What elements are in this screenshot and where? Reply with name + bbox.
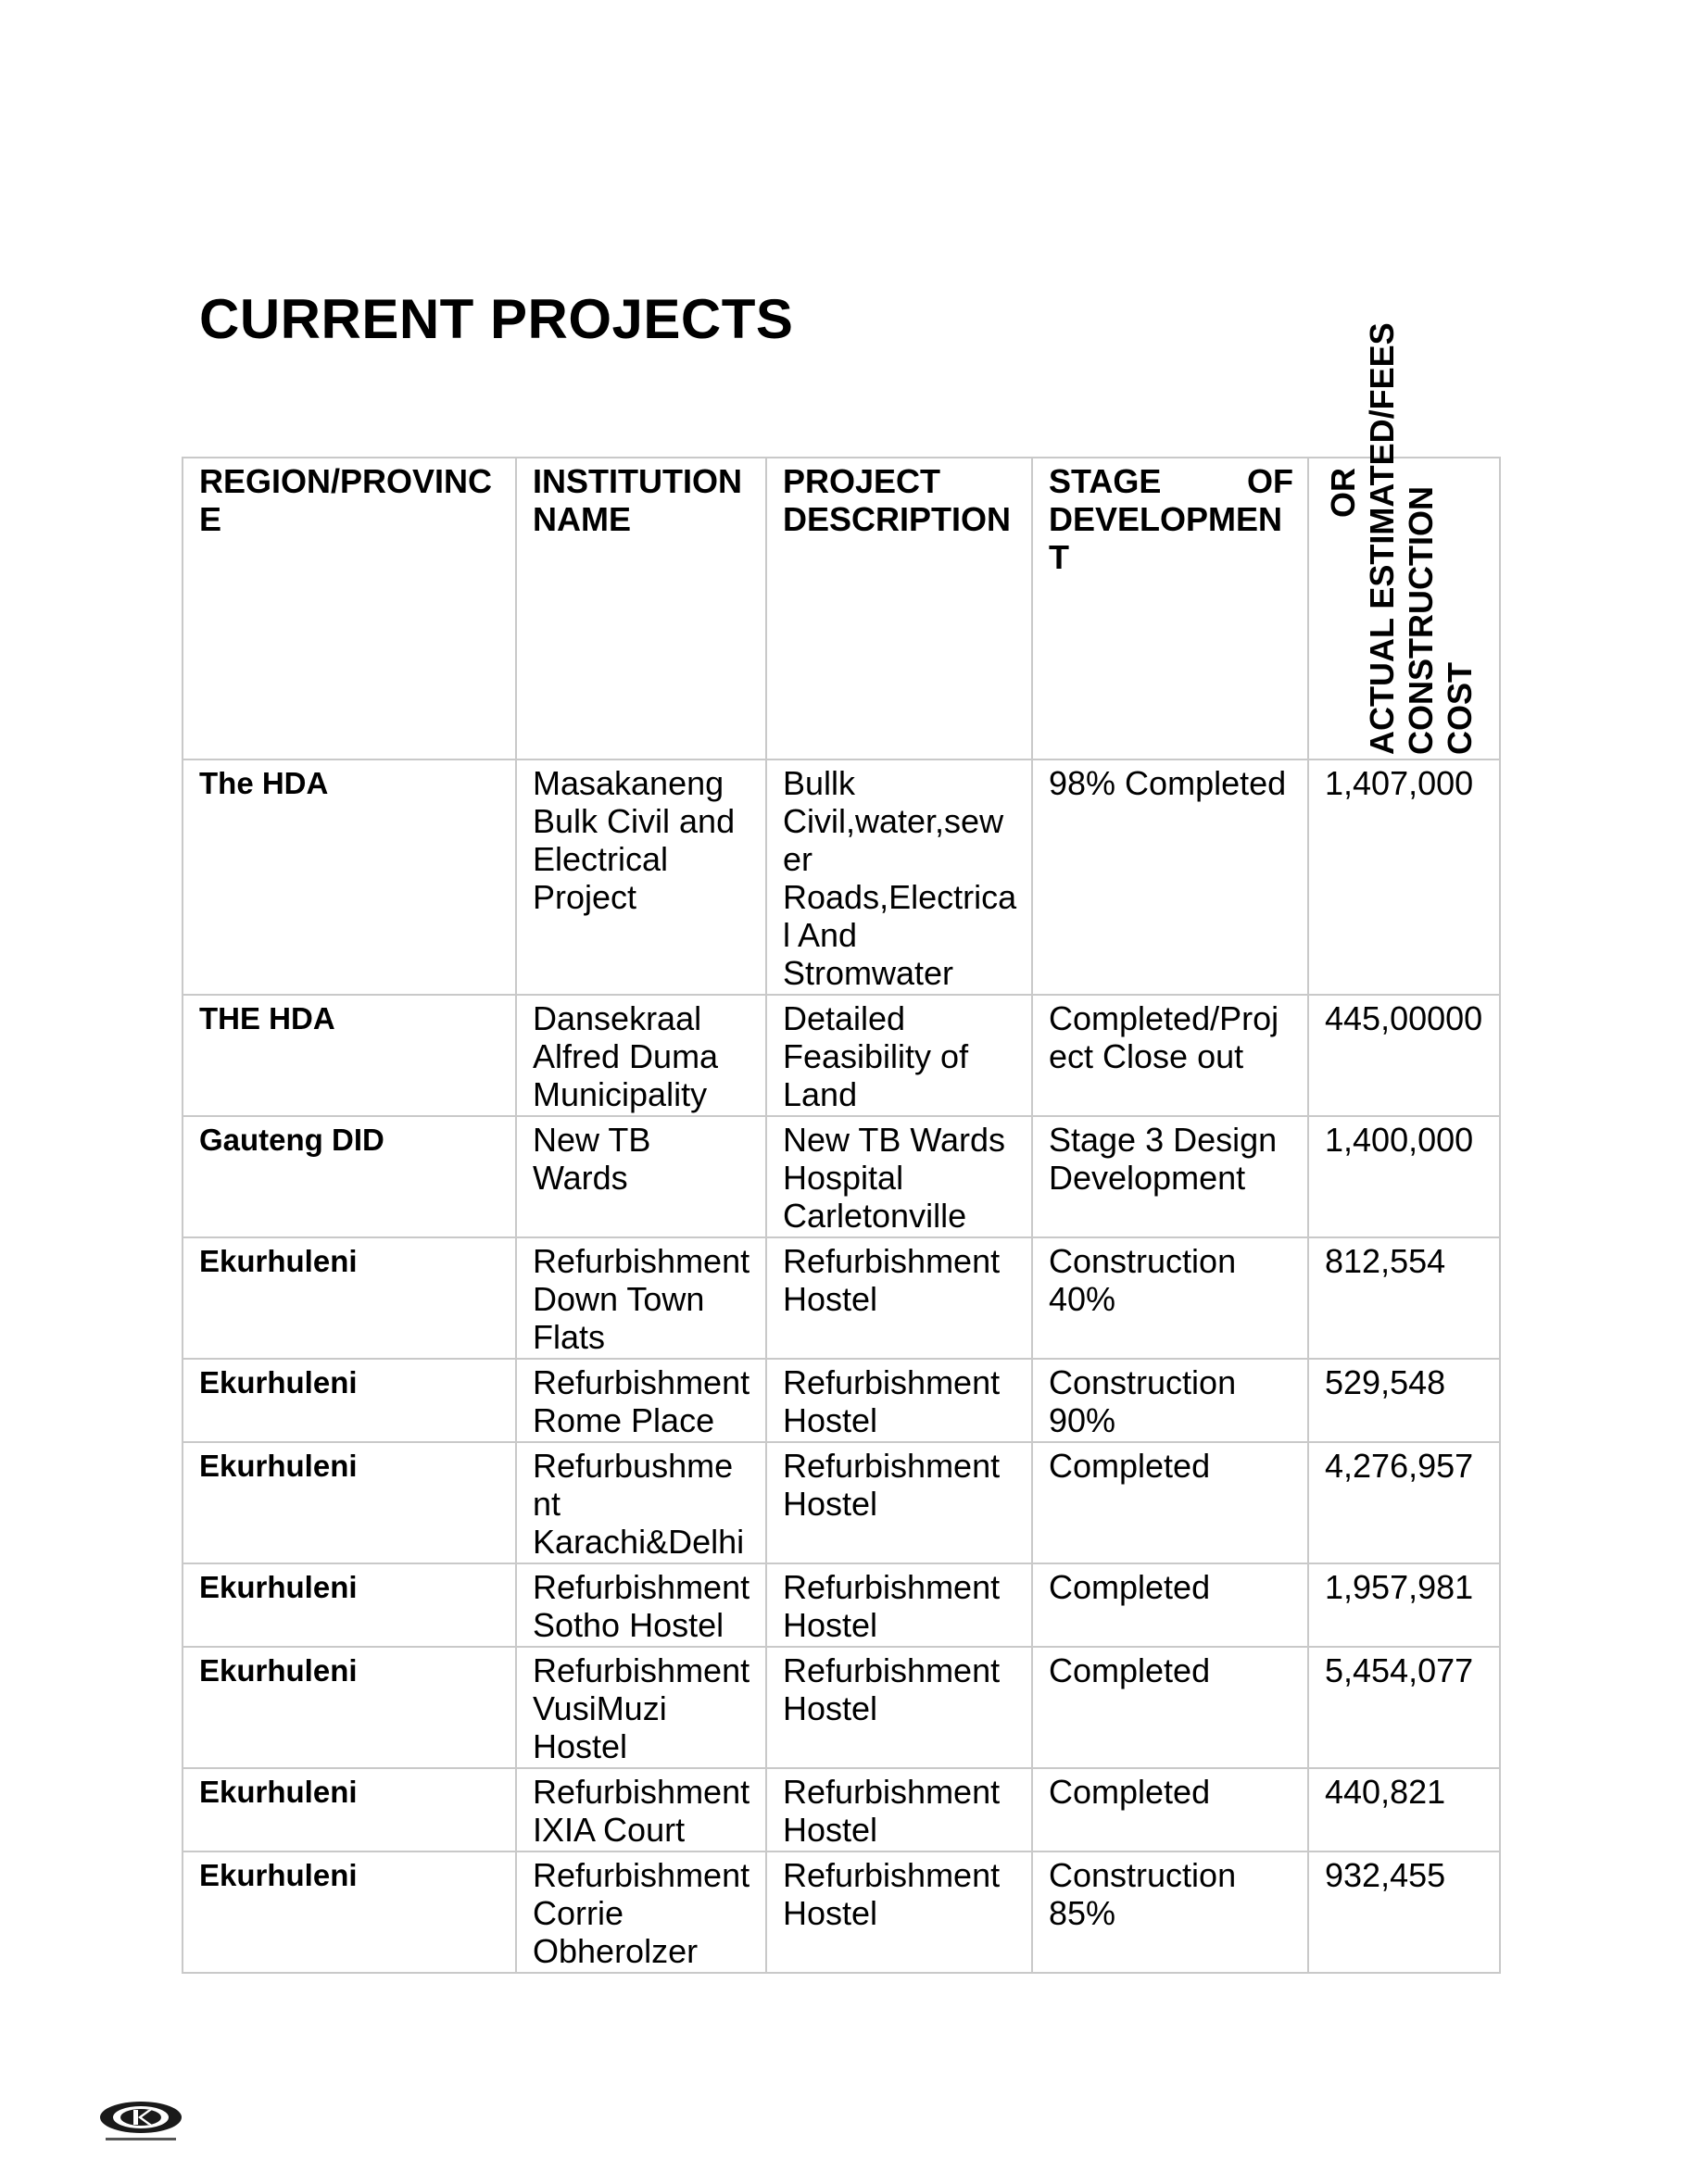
cell-stage: Stage 3 Design Development [1032, 1116, 1308, 1237]
cell-institution: Refurbishment Sotho Hostel [516, 1563, 766, 1647]
cell-description: New TB Wards Hospital Carletonville [766, 1116, 1032, 1237]
table-row [183, 1563, 1500, 1647]
header-cost [1308, 322, 1500, 759]
cell-cost: 812,554 [1308, 1237, 1500, 1359]
cell-cost: 445,00000 [1308, 995, 1500, 1116]
cell-description: Refurbishment Hostel [766, 1768, 1032, 1851]
table-row [183, 759, 1500, 995]
cell-cost: 4,276,957 [1308, 1442, 1500, 1563]
cell-institution: Masakaneng Bulk Civil and Electrical Project [516, 759, 766, 995]
cell-description: Refurbishment Hostel [766, 1563, 1032, 1647]
table-row [183, 1359, 1500, 1442]
cell-institution: Refurbishment Rome Place [516, 1359, 766, 1442]
projects-table [182, 322, 1501, 1974]
table-row [183, 1768, 1500, 1851]
cell-region: THE HDA [183, 995, 516, 1116]
koco-logo-icon [96, 2095, 189, 2151]
header-cost-line: COST [1441, 661, 1479, 755]
cell-institution: Refurbishment Down Town Flats [516, 1237, 766, 1359]
cell-institution: Dansekraal Alfred Duma Municipality [516, 995, 766, 1116]
cell-institution: Refurbishment VusiMuzi Hostel [516, 1647, 766, 1768]
cell-description: Bullk Civil,water,sewer Roads,Electrical And Stromwater [766, 759, 1032, 995]
cell-description: Refurbishment Hostel [766, 1359, 1032, 1442]
table-row [183, 1116, 1500, 1237]
cell-institution: New TB Wards [516, 1116, 766, 1237]
cell-description: Refurbishment Hostel [766, 1442, 1032, 1563]
cell-stage: Completed [1032, 1442, 1308, 1563]
page-title: CURRENT PROJECTS [199, 288, 794, 350]
cell-region: Ekurhuleni [183, 1359, 516, 1442]
header-cost-line: CONSTRUCTION [1402, 486, 1440, 755]
cell-region: Gauteng DID [183, 1116, 516, 1237]
header-institution: INSTITUTION NAME [516, 458, 766, 759]
cell-cost: 440,821 [1308, 1768, 1500, 1851]
cell-stage: Construction 40% [1032, 1237, 1308, 1359]
cell-cost: 1,957,981 [1308, 1563, 1500, 1647]
cell-stage: Completed [1032, 1768, 1308, 1851]
cell-region: Ekurhuleni [183, 1442, 516, 1563]
cell-stage: Completed/Project Close out [1032, 995, 1308, 1116]
cell-description: Refurbishment Hostel [766, 1851, 1032, 1973]
cell-stage: Construction 90% [1032, 1359, 1308, 1442]
cell-cost: 5,454,077 [1308, 1647, 1500, 1768]
table-row [183, 995, 1500, 1116]
cell-cost: 932,455 [1308, 1851, 1500, 1973]
cell-institution: Refurbishment IXIA Court [516, 1768, 766, 1851]
cell-region: Ekurhuleni [183, 1647, 516, 1768]
table-row [183, 1442, 1500, 1563]
cell-region: The HDA [183, 759, 516, 995]
header-cost-rotated [1324, 322, 1481, 755]
header-stage: STAGE OF DEVELOPMEN T [1032, 458, 1308, 759]
cell-cost: 1,400,000 [1308, 1116, 1500, 1237]
header-cost-line: OR [1324, 468, 1362, 518]
header-region: REGION/PROVINC E [183, 458, 516, 759]
cell-cost: 1,407,000 [1308, 759, 1500, 995]
cell-institution: Refurbishment Corrie Obherolzer [516, 1851, 766, 1973]
cell-description: Detailed Feasibility of Land [766, 995, 1032, 1116]
cell-stage: Completed [1032, 1647, 1308, 1768]
cell-region: Ekurhuleni [183, 1237, 516, 1359]
header-description: PROJECT DESCRIPTION [766, 458, 1032, 759]
header-cost-line: ACTUAL ESTIMATED/FEES [1363, 322, 1401, 755]
cell-description: Refurbishment Hostel [766, 1237, 1032, 1359]
cell-institution: Refurbushment Karachi&Delhi [516, 1442, 766, 1563]
cell-cost: 529,548 [1308, 1359, 1500, 1442]
cell-stage: Completed [1032, 1563, 1308, 1647]
cell-description: Refurbishment Hostel [766, 1647, 1032, 1768]
header-row [183, 458, 1500, 759]
cell-region: Ekurhuleni [183, 1563, 516, 1647]
cell-region: Ekurhuleni [183, 1768, 516, 1851]
table-row [183, 1647, 1500, 1768]
cell-region: Ekurhuleni [183, 1851, 516, 1973]
cell-stage: 98% Completed [1032, 759, 1308, 995]
table-row [183, 1237, 1500, 1359]
cell-stage: Construction 85% [1032, 1851, 1308, 1973]
table-row [183, 1851, 1500, 1973]
